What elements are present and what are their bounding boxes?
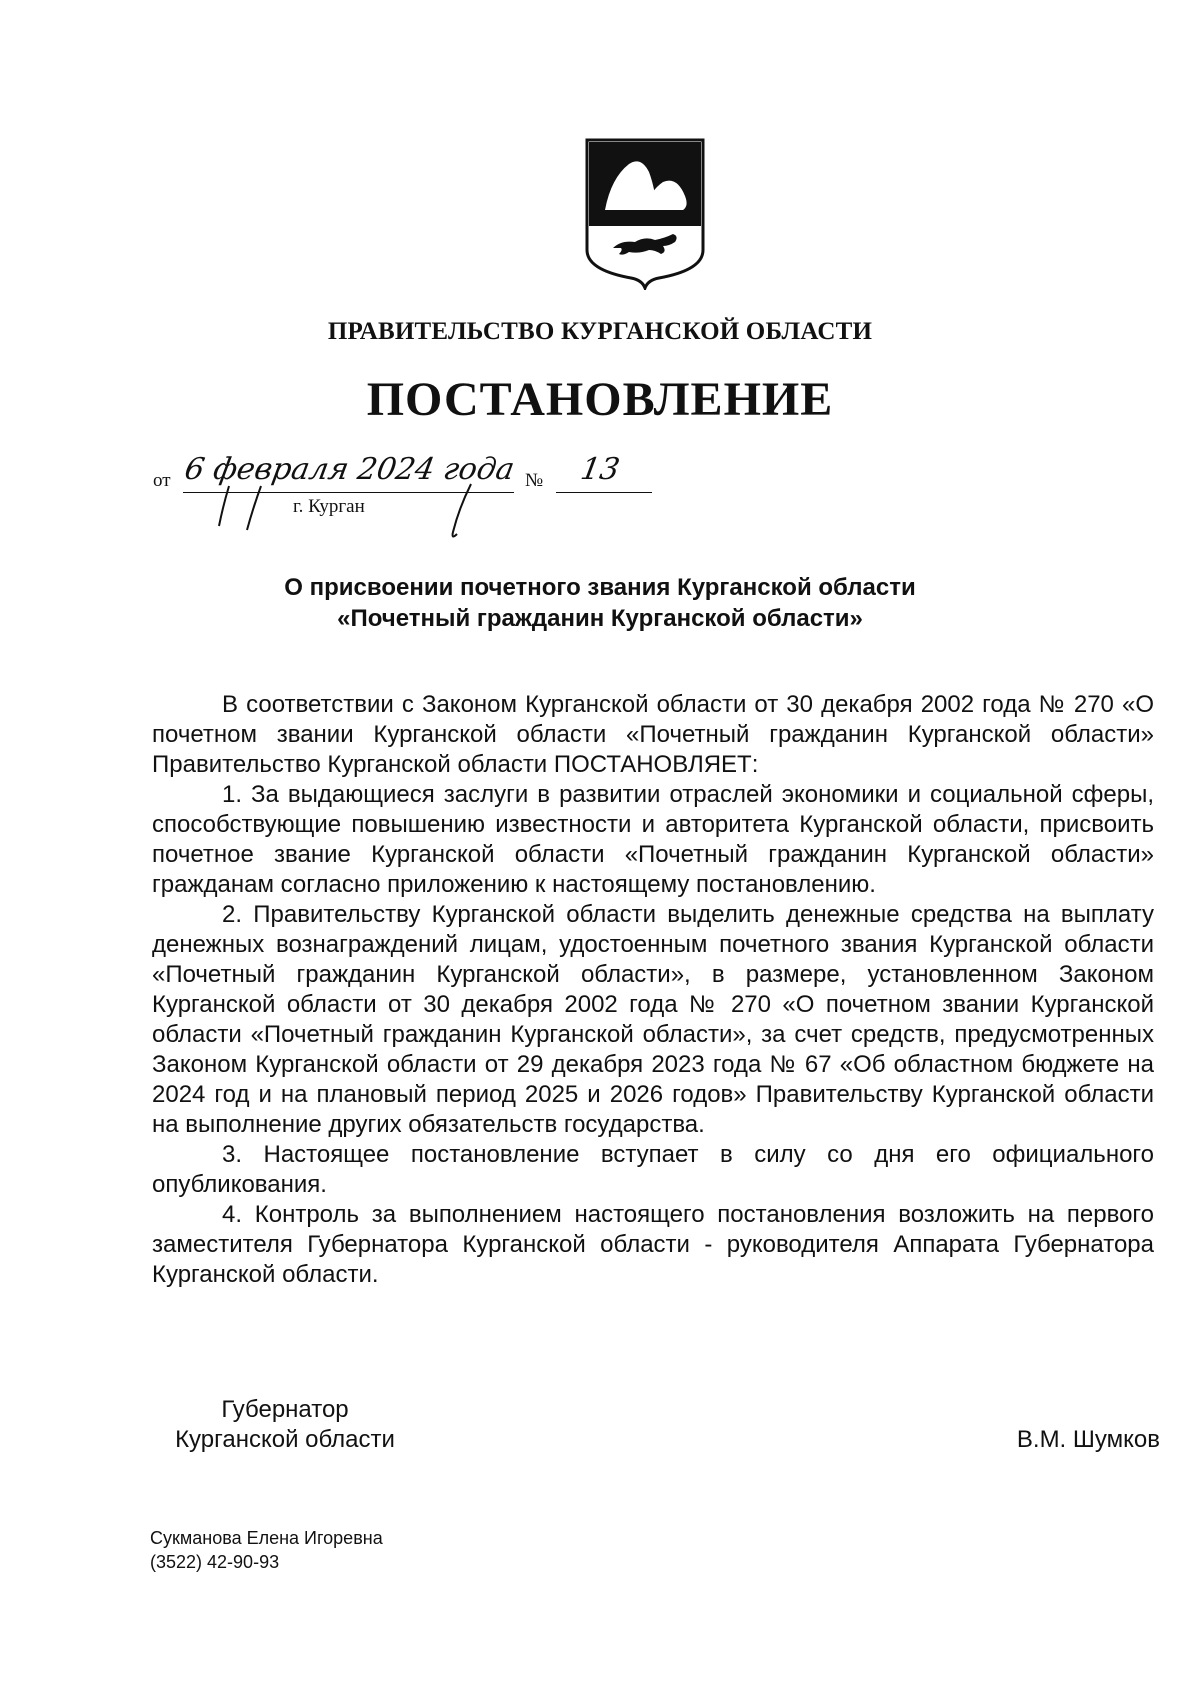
- preamble-paragraph: В соответствии с Законом Курганской области от 30 декабря 2002 года № 270 «О почетном звании Курганской области «Почетный гражданин Курганской области» Правительство Курганской области ПОСТАНОВЛЯЕТ:: [152, 691, 1154, 778]
- dateline: [153, 448, 673, 538]
- organization-name: ПРАВИТЕЛЬСТВО КУРГАНСКОЙ ОБЛАСТИ: [327, 318, 873, 345]
- city-label: г. Курган: [293, 496, 365, 517]
- signatory-name: В.М. Шумков: [1016, 1426, 1160, 1453]
- document-body: [152, 690, 1154, 1290]
- handwritten-number: 13: [577, 452, 623, 487]
- signatory-title-line-2: Курганской области: [175, 1426, 395, 1453]
- signatory-title-line-1: Губернатор: [221, 1396, 349, 1423]
- item-2-paragraph: 2. Правительству Курганской области выделить денежные средства на выплату денежных вознаграждений лицам, удостоенным почетного звания Курганской области «Почетный гражданин Курганской области», в размере, установленном Законом Курганской области от 30 декабря 2002 года № 270 «О почетном звании Курганской области «Почетный гражданин Курганской области», за счет средств, предусмотренных Законом Курганской области от 29 декабря 2023 года № 67 «Об областном бюджете на 2024 год и на плановый период 2025 и 2026 годов» Правительству Курганской области на выполнение других обязательств государства.: [152, 901, 1154, 1138]
- number-label: №: [525, 470, 544, 491]
- title-line-2: «Почетный гражданин Курганской области»: [337, 605, 863, 632]
- item-3-paragraph: 3. Настоящее постановление вступает в силу со дня его официального опубликования.: [152, 1141, 1154, 1198]
- handwritten-date: 6 февраля 2024 года: [181, 452, 518, 487]
- item-4-paragraph: 4. Контроль за выполнением настоящего постановления возложить на первого заместителя Губернатора Курганской области - руководителя Аппарата Губернатора Курганской области.: [152, 1201, 1154, 1288]
- document-title: [0, 572, 1200, 634]
- signatory-title: [150, 1395, 420, 1455]
- kurgan-coat-of-arms-icon: [585, 138, 705, 290]
- handwriting-descender-strokes: [153, 448, 673, 538]
- document-type: ПОСТАНОВЛЕНИЕ: [366, 373, 834, 426]
- executor-name: Сукманова Елена Игоревна: [150, 1528, 383, 1548]
- executor-block: [150, 1526, 383, 1574]
- item-1-paragraph: 1. За выдающиеся заслуги в развитии отраслей экономики и социальной сферы, способствующие повышению известности и авторитета Курганской области, присвоить почетное звание Курганской области «Почетный гражданин Курганской области» гражданам согласно приложению к настоящему постановлению.: [152, 781, 1154, 898]
- title-line-1: О присвоении почетного звания Курганской области: [284, 574, 916, 601]
- executor-phone: (3522) 42-90-93: [150, 1552, 280, 1572]
- date-prefix-label: от: [153, 470, 171, 491]
